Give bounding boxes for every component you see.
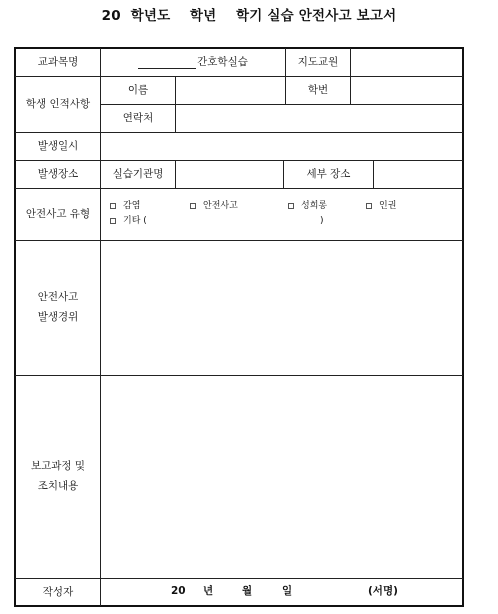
- checkbox-label: 인권: [379, 201, 397, 211]
- date-month-unit: 월: [242, 585, 253, 597]
- subject-value: 간호학실습: [197, 55, 248, 68]
- circumstance-field[interactable]: [101, 241, 463, 375]
- teacher-field[interactable]: [351, 49, 463, 76]
- place-label: 발생장소: [37, 167, 79, 180]
- checkbox-infection[interactable]: [110, 200, 140, 212]
- checkbox-label: 안전사고: [203, 201, 238, 211]
- date-day-unit: 일: [282, 585, 293, 597]
- checkbox-other[interactable]: [110, 215, 147, 227]
- other-close-paren: ): [320, 216, 324, 226]
- document-title: 20 학년도 학년 학기 실습 안전사고 보고서: [101, 8, 397, 24]
- contact-label: 연락처: [122, 111, 154, 124]
- date-year-unit: 년: [203, 585, 214, 597]
- report-field[interactable]: [101, 376, 463, 578]
- datetime-field[interactable]: [101, 133, 463, 160]
- student-id-label: 학번: [307, 83, 329, 96]
- checkbox-icon: [190, 203, 196, 209]
- practice-site-label: 실습기관명: [112, 167, 164, 180]
- subject-label: 교과목명: [37, 55, 79, 68]
- checkbox-icon: [288, 203, 294, 209]
- student-info-label: 학생 인적사항: [25, 97, 91, 110]
- circumstance-label: 안전사고 발생경위: [37, 291, 79, 323]
- checkbox-icon: [366, 203, 372, 209]
- teacher-label: 지도교원: [297, 55, 339, 68]
- underline-blank: [138, 57, 196, 69]
- checkbox-human-rights[interactable]: [366, 200, 396, 212]
- signature-label: (서명): [368, 585, 398, 597]
- checkbox-icon: [110, 203, 116, 209]
- contact-field[interactable]: [176, 105, 463, 132]
- student-id-field[interactable]: [351, 77, 463, 104]
- checkbox-icon: [110, 218, 116, 224]
- name-field[interactable]: [176, 77, 285, 104]
- date-year: 20: [171, 585, 186, 597]
- subject-name-field[interactable]: [101, 49, 285, 76]
- checkbox-harassment[interactable]: [288, 200, 327, 212]
- checkbox-label: 감염: [123, 201, 141, 211]
- detail-place-field[interactable]: [374, 161, 463, 188]
- writer-label: 작성자: [42, 585, 74, 598]
- name-label: 이름: [127, 83, 149, 96]
- accident-type-label: 안전사고 유형: [25, 207, 91, 220]
- report-label: 보고과정 및 조치내용: [30, 460, 86, 492]
- checkbox-label: 기타 (: [123, 216, 147, 226]
- detail-place-label: 세부 장소: [306, 167, 351, 180]
- datetime-label: 발생일시: [37, 139, 79, 152]
- practice-site-field[interactable]: [176, 161, 283, 188]
- checkbox-label: 성희롱: [301, 201, 328, 211]
- checkbox-safety-accident[interactable]: [190, 200, 238, 212]
